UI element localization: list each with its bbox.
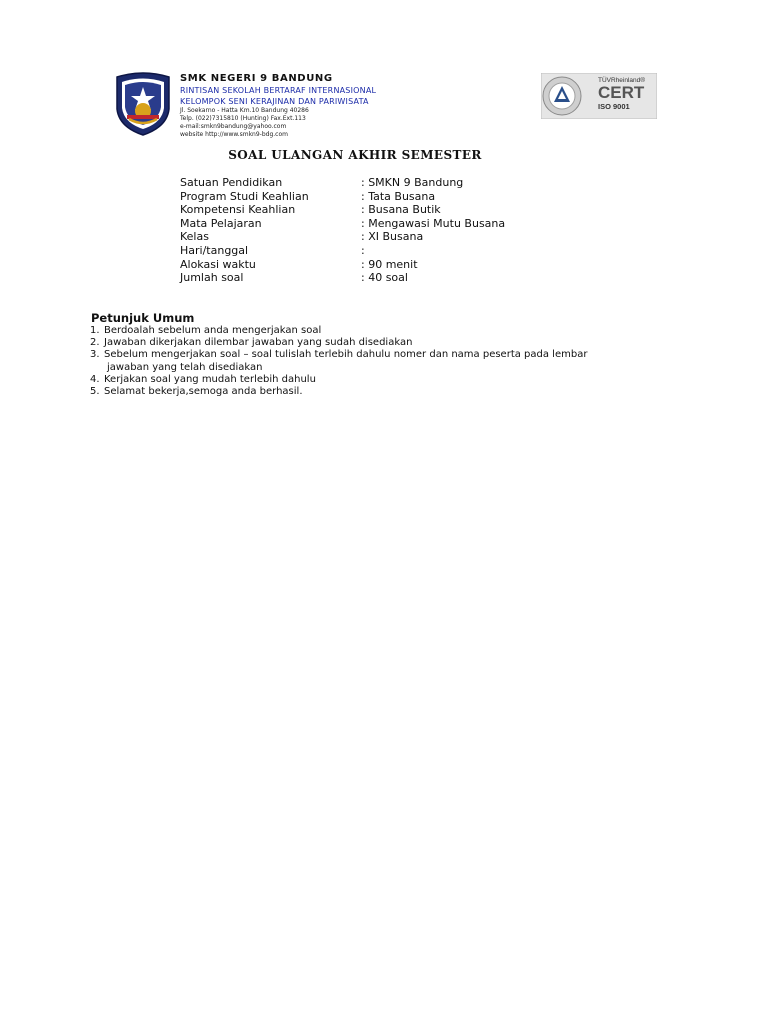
info-value: : SMKN 9 Bandung xyxy=(361,176,464,189)
document-title: SOAL ULANGAN AKHIR SEMESTER xyxy=(228,148,482,162)
list-item-text: Berdoalah sebelum anda mengerjakan soal xyxy=(104,325,322,336)
school-header xyxy=(180,72,376,139)
info-value: : XI Busana xyxy=(361,230,424,244)
list-item-text: Selamat bekerja,semoga anda berhasil. xyxy=(104,386,303,398)
info-label: Jumlah soal xyxy=(180,271,244,285)
school-address: Jl. Soekarno - Hatta Km.10 Bandung 40286 xyxy=(180,107,309,114)
school-email: e-mail:smkn9bandung@yahoo.com xyxy=(180,123,287,130)
info-label: Alokasi waktu xyxy=(180,257,256,271)
list-item xyxy=(90,374,587,386)
school-logo-icon xyxy=(113,71,173,137)
list-item-number: 3. xyxy=(90,349,100,361)
info-label: Satuan Pendidikan xyxy=(180,176,283,189)
list-item-number: 5. xyxy=(90,386,100,398)
school-phone: Telp. (022)7315810 (Hunting) Fax.Ext.113 xyxy=(180,115,306,122)
info-value: : Tata Busana xyxy=(361,189,436,203)
list-item xyxy=(90,325,587,337)
school-name: SMK NEGERI 9 BANDUNG xyxy=(180,73,333,84)
list-item-number: 4. xyxy=(90,373,100,385)
school-website: website http://www.smkn9-bdg.com xyxy=(180,131,288,138)
list-item xyxy=(90,386,587,398)
info-label: Kelas xyxy=(180,230,209,244)
info-value: : 40 soal xyxy=(361,271,408,285)
school-program-line: RINTISAN SEKOLAH BERTARAF INTERNASIONAL xyxy=(180,86,377,95)
cert-brand: TÜVRheinland® xyxy=(598,77,646,84)
info-label: Program Studi Keahlian xyxy=(180,189,309,203)
list-item-text: Sebelum mengerjakan soal – soal tulislah terlebih dahulu nomer dan nama peserta pada lembar xyxy=(104,349,588,361)
cert-title: CERT xyxy=(598,83,645,102)
iso-cert-badge-icon xyxy=(541,73,657,119)
info-label: Mata Pelajaran xyxy=(180,216,262,230)
school-group-line: KELOMPOK SENI KERAJINAN DAN PARIWISATA xyxy=(180,97,369,106)
instructions-heading: Petunjuk Umum xyxy=(91,311,195,325)
list-item xyxy=(90,349,587,361)
info-value: : Busana Butik xyxy=(361,203,441,217)
list-item-continuation: jawaban yang telah disediakan xyxy=(107,361,263,373)
cert-standard: ISO 9001 xyxy=(598,102,630,111)
list-item-text: Jawaban dikerjakan dilembar jawaban yang sudah disediakan xyxy=(104,337,413,349)
list-item xyxy=(90,337,587,349)
info-label: Kompetensi Keahlian xyxy=(180,203,296,217)
info-label: Hari/tanggal xyxy=(180,243,249,257)
instructions-list xyxy=(90,325,587,398)
list-item-number: 2. xyxy=(90,337,100,349)
info-value: : Mengawasi Mutu Busana xyxy=(361,216,506,230)
info-value: : xyxy=(361,243,365,257)
list-item-text: Kerjakan soal yang mudah terlebih dahulu xyxy=(104,373,316,385)
info-value: : 90 menit xyxy=(361,257,418,271)
list-item-number: 1. xyxy=(90,325,100,336)
